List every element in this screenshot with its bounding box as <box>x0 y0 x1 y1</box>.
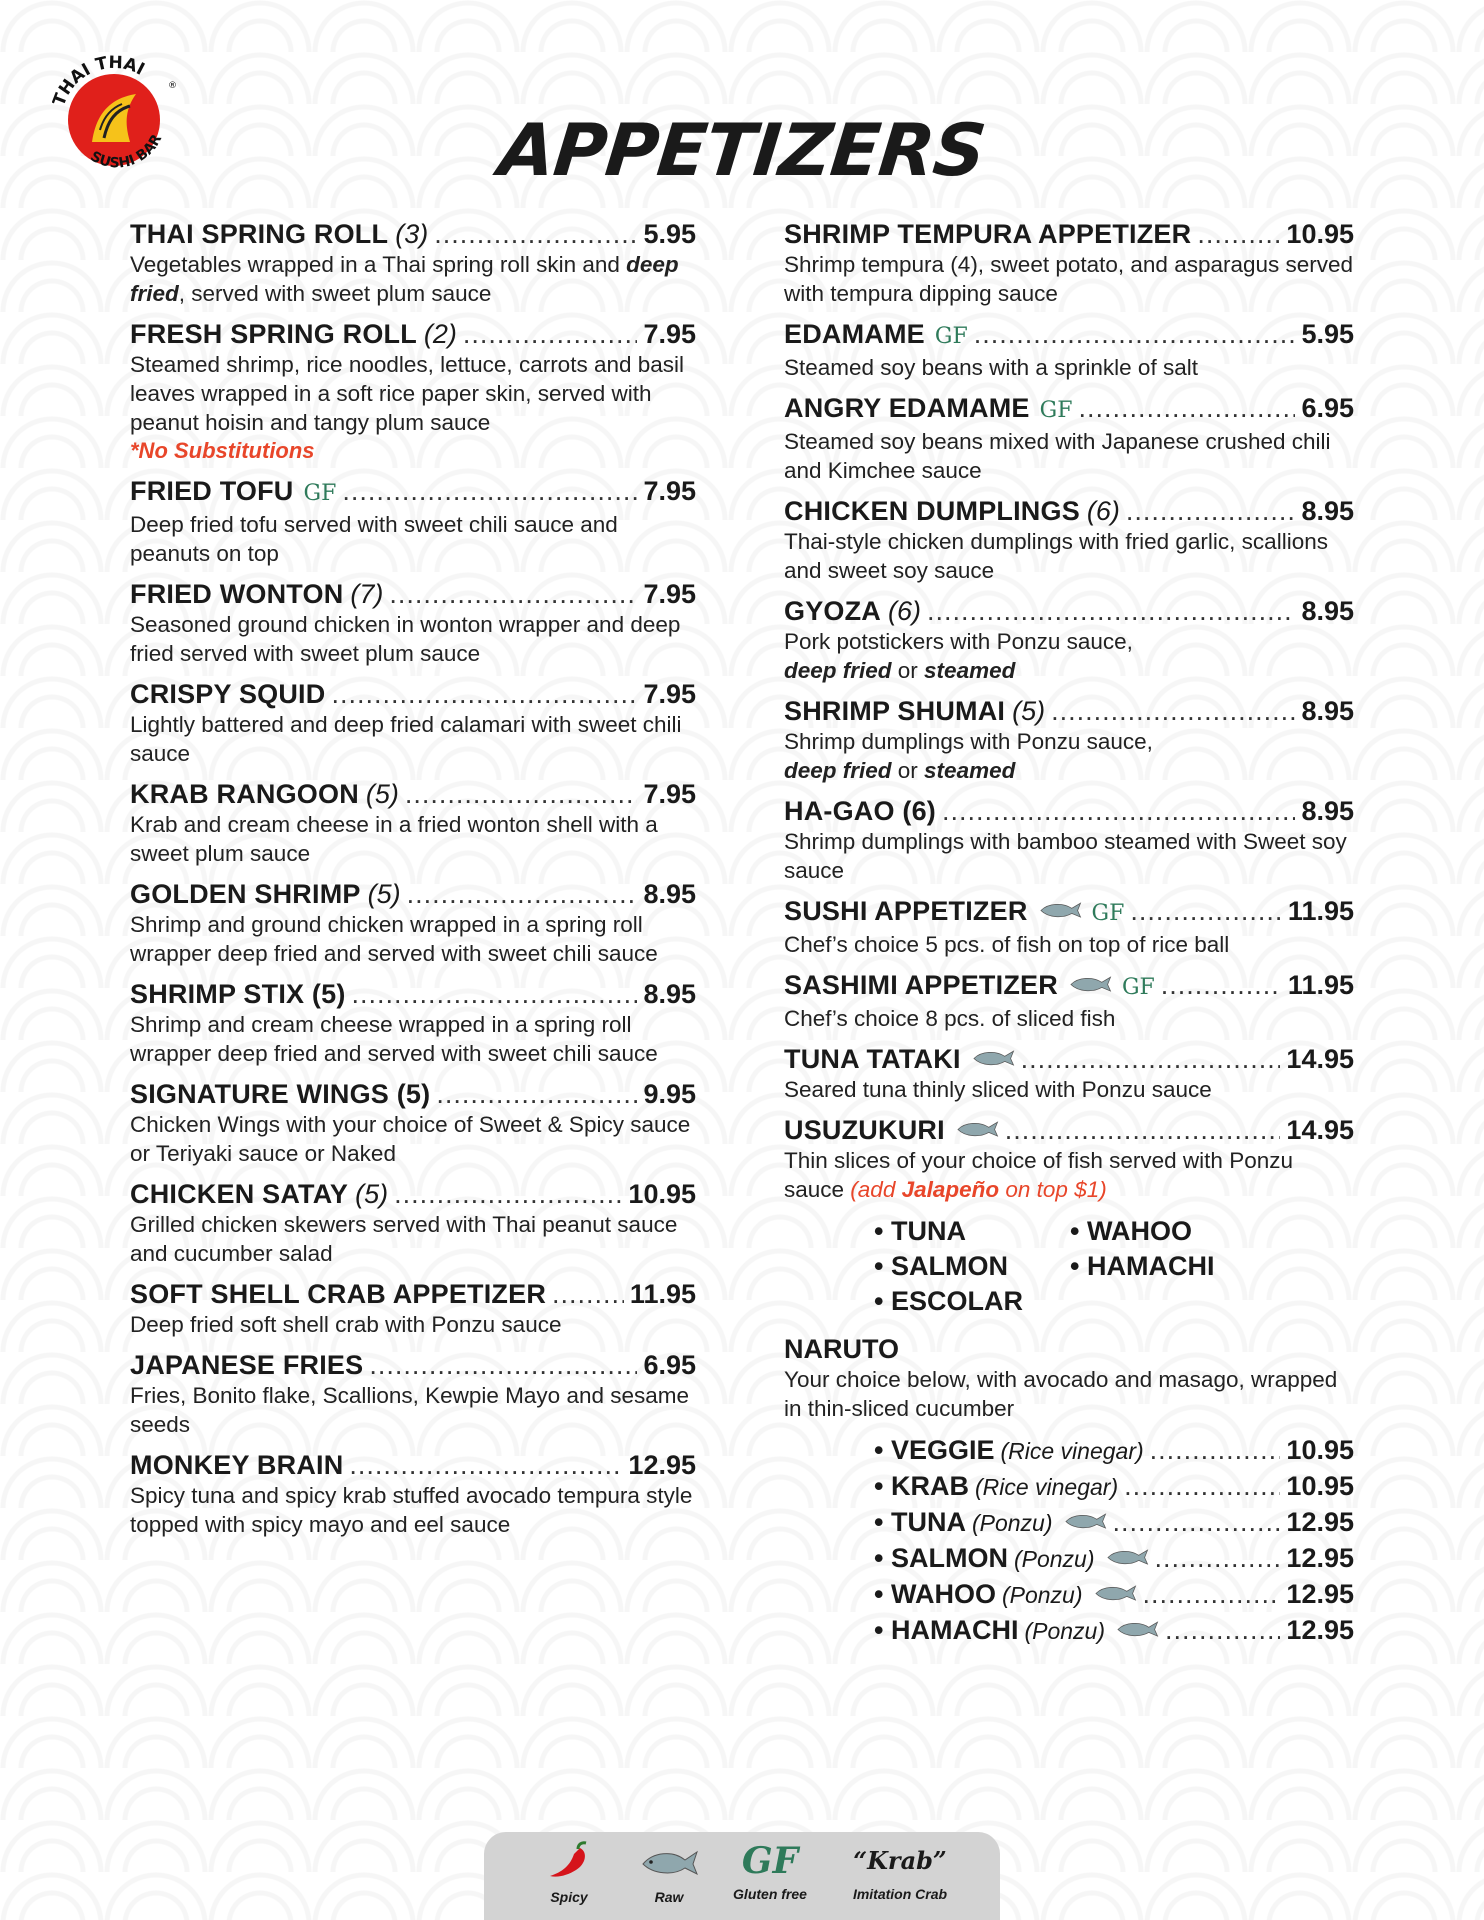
menu-item-name: CRISPY SQUID <box>130 679 326 709</box>
menu-item-price: 6.95 <box>643 1350 696 1380</box>
menu-item <box>130 1078 696 1168</box>
menu-item-price: 5.95 <box>643 219 696 249</box>
menu-item-name: SHRIMP TEMPURA APPETIZER <box>784 219 1192 249</box>
menu-item-header <box>130 1178 696 1210</box>
legend-krab-label: Imitation Crab <box>852 1886 948 1902</box>
fish-icon <box>639 1840 699 1882</box>
menu-item-price: 5.95 <box>1301 319 1354 349</box>
menu-item-description: Thai-style chicken dumplings with fried garlic, scallions and sweet soy sauce <box>784 529 1328 583</box>
menu-item-header <box>130 578 696 610</box>
emphasis: steamed <box>924 758 1016 783</box>
naruto-description: Your choice below, with avocado and masago, wrapped in thin-sliced cucumber <box>784 1367 1338 1421</box>
menu-item-name: THAI SPRING ROLL <box>130 219 389 249</box>
menu-item-quantity: (7) <box>350 579 384 609</box>
menu-item-header <box>130 1078 696 1110</box>
naruto-option-price: 10.95 <box>1286 1471 1354 1501</box>
naruto-option-price: 10.95 <box>1286 1435 1354 1465</box>
menu-item <box>784 895 1354 959</box>
menu-item-header <box>784 392 1354 427</box>
menu-item-name: SUSHI APPETIZER <box>784 896 1028 926</box>
menu-item-header <box>784 969 1354 1004</box>
dot-leader <box>1113 1505 1281 1540</box>
dot-leader <box>1130 895 1282 927</box>
menu-item <box>130 678 696 768</box>
menu-item <box>784 595 1354 685</box>
fish-icon <box>971 1046 1015 1068</box>
menu-item-description: Spicy tuna and spicy krab stuffed avocado tempura style topped with spicy mayo and eel sauce <box>130 1483 693 1537</box>
menu-item-price: 8.95 <box>1301 696 1354 726</box>
dot-leader <box>436 1078 637 1110</box>
fish-choice: • TUNA <box>874 1214 1070 1249</box>
logo-name: HAI THAI <box>55 52 148 99</box>
legend-krab <box>840 1840 960 1902</box>
menu-item-header <box>784 218 1354 250</box>
naruto-title: NARUTO <box>784 1334 900 1364</box>
menu-item-quantity: (6) <box>888 596 922 626</box>
fish-icon <box>1063 1509 1107 1531</box>
menu-item-description: Shrimp dumplings with Ponzu sauce, deep fried or steamed <box>784 729 1153 783</box>
menu-item-name: GOLDEN SHRIMP <box>130 879 361 909</box>
dot-leader <box>927 595 1295 627</box>
menu-item-description: Steamed soy beans with a sprinkle of salt <box>784 355 1198 380</box>
menu-item-price: 11.95 <box>629 1279 696 1309</box>
dot-leader <box>1078 392 1295 424</box>
menu-item-quantity: (2) <box>423 319 457 349</box>
menu-item-price: 8.95 <box>1301 796 1354 826</box>
dot-leader <box>552 1278 624 1310</box>
menu-item-price: 7.95 <box>643 679 696 709</box>
dot-leader <box>942 795 1295 827</box>
menu-item-header <box>130 1349 696 1381</box>
menu-item <box>130 318 696 465</box>
menu-item-header <box>130 218 696 250</box>
dot-leader <box>1197 218 1280 250</box>
menu-item-name: GYOZA <box>784 596 882 626</box>
fish-choice: • WAHOO <box>1070 1214 1270 1249</box>
naruto-option <box>874 1469 1354 1505</box>
fish-icon <box>1093 1581 1137 1603</box>
menu-item-header <box>130 778 696 810</box>
naruto-option-sauce: (Ponzu) <box>1001 1582 1083 1608</box>
menu-item-header <box>130 1278 696 1310</box>
menu-item-price: 12.95 <box>628 1450 696 1480</box>
naruto-option-sauce: (Rice vinegar) <box>974 1474 1119 1500</box>
legend-spicy-label: Spicy <box>550 1889 588 1905</box>
menu-item-name: EDAMAME <box>784 319 925 349</box>
emphasis: steamed <box>924 658 1016 683</box>
menu-item-header <box>130 878 696 910</box>
menu-item <box>784 795 1354 885</box>
menu-item-name: SHRIMP SHUMAI <box>784 696 1006 726</box>
menu-item-description: Seasoned ground chicken in wonton wrapper and deep fried served with sweet plum sauce <box>130 612 681 666</box>
dot-leader <box>407 878 638 910</box>
menu-item <box>784 318 1354 382</box>
dot-leader <box>1124 1469 1280 1504</box>
menu-item-price: 14.95 <box>1286 1044 1354 1074</box>
menu-item <box>784 969 1354 1033</box>
menu-item-price: 7.95 <box>643 579 696 609</box>
legend-spicy <box>534 1840 604 1905</box>
gluten-free-badge: GF <box>303 481 337 506</box>
menu-item-price: 7.95 <box>643 779 696 809</box>
dot-leader <box>349 1449 622 1481</box>
menu-item <box>784 495 1354 585</box>
naruto-option-price: 12.95 <box>1286 1579 1354 1609</box>
menu-item <box>784 392 1354 485</box>
menu-item-name: TUNA TATAKI <box>784 1044 961 1074</box>
naruto-option-price: 12.95 <box>1286 1615 1354 1645</box>
menu-item-description: Steamed soy beans mixed with Japanese crushed chili and Kimchee sauce <box>784 429 1331 483</box>
gluten-free-symbol: GF <box>741 1840 799 1882</box>
logo-registered: ® <box>168 81 177 91</box>
add-on-note <box>902 1177 1000 1202</box>
menu-item <box>784 1114 1354 1204</box>
menu-item-description: Pork potstickers with Ponzu sauce, deep fried or steamed <box>784 629 1133 683</box>
naruto-option-name: • TUNA <box>874 1505 966 1540</box>
dot-leader <box>352 978 638 1010</box>
menu-item-header <box>784 1114 1354 1146</box>
gluten-free-badge: GF <box>1039 398 1073 423</box>
dot-leader <box>342 475 637 507</box>
gluten-free-badge: GF <box>934 324 968 349</box>
menu-item-price: 14.95 <box>1286 1115 1354 1145</box>
menu-item-name: FRESH SPRING ROLL <box>130 319 417 349</box>
naruto-option-sauce: (Ponzu) <box>1013 1546 1095 1572</box>
menu-item-header <box>784 495 1354 527</box>
menu-item-price: 8.95 <box>643 879 696 909</box>
menu-item-name: KRAB RANGOON <box>130 779 359 809</box>
menu-item-description: Lightly battered and deep fried calamari with sweet chili sauce <box>130 712 682 766</box>
menu-item-header <box>130 978 696 1010</box>
naruto-option-name: • KRAB <box>874 1469 969 1504</box>
menu-item-price: 10.95 <box>628 1179 696 1209</box>
menu-item-header <box>784 318 1354 353</box>
menu-item-price: 7.95 <box>643 319 696 349</box>
menu-item-price: 11.95 <box>1287 896 1354 926</box>
menu-item-price: 8.95 <box>643 979 696 1009</box>
fish-choice: • ESCOLAR <box>874 1284 1070 1319</box>
menu-item <box>130 778 696 868</box>
menu-item-description: Grilled chicken skewers served with Thai peanut sauce and cucumber salad <box>130 1212 678 1266</box>
menu-item <box>130 1349 696 1439</box>
dot-leader <box>1021 1043 1281 1075</box>
menu-item-name: USUZUKURI <box>784 1115 945 1145</box>
menu-item-quantity: (5) <box>365 779 399 809</box>
usuzukuri-fish-choices <box>874 1214 1354 1319</box>
menu-item-header <box>130 678 696 710</box>
menu-item-price: 6.95 <box>1301 393 1354 423</box>
left-menu-column <box>130 218 696 1549</box>
menu-item <box>130 218 696 308</box>
dot-leader <box>1143 1577 1281 1612</box>
fish-icon <box>1105 1545 1149 1567</box>
menu-item-price: 8.95 <box>1301 496 1354 526</box>
menu-item <box>130 475 696 568</box>
menu-item <box>130 978 696 1068</box>
emphasis: deep fried <box>784 658 892 683</box>
menu-item-name: SOFT SHELL CRAB APPETIZER <box>130 1279 547 1309</box>
dot-leader <box>1165 1613 1280 1648</box>
chili-pepper-icon <box>544 1840 594 1882</box>
menu-item-quantity: (5) <box>355 1179 389 1209</box>
menu-item-header <box>130 1449 696 1481</box>
dot-leader <box>463 318 638 350</box>
menu-item-header <box>784 695 1354 727</box>
add-on-note: (add <box>850 1177 902 1202</box>
menu-item-description: Deep fried soft shell crab with Ponzu sauce <box>130 1312 562 1337</box>
legend-gluten-free <box>720 1840 820 1902</box>
menu-item-header <box>130 318 696 350</box>
menu-item <box>130 1278 696 1339</box>
dot-leader <box>1005 1114 1281 1146</box>
gluten-free-badge: GF <box>1091 901 1125 926</box>
menu-item-header <box>784 1043 1354 1075</box>
menu-item-name: JAPANESE FRIES <box>130 1350 364 1380</box>
emphasis: deep fried <box>784 758 892 783</box>
naruto-option-price: 12.95 <box>1286 1507 1354 1537</box>
no-substitutions-note: *No Substitutions <box>130 438 315 463</box>
naruto-option <box>874 1577 1354 1613</box>
menu-item-description: Thin slices of your choice of fish served with Ponzu sauce (add Jalapeño on top $1) <box>784 1148 1293 1202</box>
fish-icon <box>955 1117 999 1139</box>
menu-item-header <box>784 795 1354 827</box>
menu-item-description: Shrimp and cream cheese wrapped in a spring roll wrapper deep fried and served with sweet chili sauce <box>130 1012 658 1066</box>
menu-item-description: Krab and cream cheese in a fried wonton shell with a sweet plum sauce <box>130 812 658 866</box>
naruto-list <box>874 1433 1354 1649</box>
menu-item-price: 7.95 <box>643 476 696 506</box>
menu-item-quantity: (6) <box>1086 496 1120 526</box>
menu-item-description: Chef’s choice 8 pcs. of sliced fish <box>784 1006 1116 1031</box>
right-menu-column <box>784 218 1354 1649</box>
menu-item-header <box>784 895 1354 930</box>
menu-item-name: FRIED TOFU <box>130 476 294 506</box>
menu-item-quantity: (5) <box>1012 696 1046 726</box>
naruto-option-sauce: (Rice vinegar) <box>1000 1438 1144 1464</box>
menu-item-description: Deep fried tofu served with sweet chili sauce and peanuts on top <box>130 512 618 566</box>
naruto-option-name: • HAMACHI <box>874 1613 1018 1648</box>
menu-item-description: Steamed shrimp, rice noodles, lettuce, carrots and basil leaves wrapped in a soft rice paper skin, served with peanut hoisin and tangy plum sauce <box>130 352 685 435</box>
menu-item-name: MONKEY BRAIN <box>130 1450 344 1480</box>
dot-leader <box>1155 1541 1281 1576</box>
naruto-option-name: • WAHOO <box>874 1577 996 1612</box>
menu-item-description: Vegetables wrapped in a Thai spring roll skin and deep fried, served with sweet plum sauce <box>130 252 679 306</box>
menu-item-description: Shrimp tempura (4), sweet potato, and asparagus served with tempura dipping sauce <box>784 252 1354 306</box>
menu-item-quantity: (5) <box>367 879 401 909</box>
dot-leader <box>974 318 1296 350</box>
dot-leader <box>1150 1433 1281 1468</box>
naruto-option <box>874 1613 1354 1649</box>
menu-item-quantity: (3) <box>395 219 429 249</box>
menu-item-name: SIGNATURE WINGS (5) <box>130 1079 431 1109</box>
naruto-option-sauce: (Ponzu) <box>971 1510 1053 1536</box>
legend-raw <box>634 1840 704 1905</box>
naruto-option-price: 12.95 <box>1286 1543 1354 1573</box>
fish-choice: • SALMON <box>874 1249 1070 1284</box>
menu-item-name: CHICKEN DUMPLINGS <box>784 496 1080 526</box>
dot-leader <box>331 678 637 710</box>
legend-gf-label: Gluten free <box>733 1886 807 1902</box>
menu-item-name: CHICKEN SATAY <box>130 1179 349 1209</box>
emphasis: deep fried <box>130 252 679 306</box>
naruto-option <box>874 1541 1354 1577</box>
menu-item-description: Chef’s choice 5 pcs. of fish on top of rice ball <box>784 932 1230 957</box>
menu-item-name: HA-GAO (6) <box>784 796 936 826</box>
menu-item-price: 11.95 <box>1287 970 1354 1000</box>
naruto-option <box>874 1433 1354 1469</box>
legend-raw-label: Raw <box>654 1889 684 1905</box>
krab-symbol: “Krab” <box>853 1846 947 1875</box>
menu-item-description: Seared tuna thinly sliced with Ponzu sauce <box>784 1077 1212 1102</box>
menu-item-name: ANGRY EDAMAME <box>784 393 1030 423</box>
menu-item <box>784 695 1354 785</box>
menu-item <box>130 1178 696 1268</box>
gluten-free-badge: GF <box>1121 975 1155 1000</box>
menu-item-description: Fries, Bonito flake, Scallions, Kewpie Mayo and sesame seeds <box>130 1383 690 1437</box>
naruto-option <box>874 1505 1354 1541</box>
menu-item-header <box>130 475 696 510</box>
dot-leader <box>394 1178 622 1210</box>
menu-item-description: Shrimp dumplings with bamboo steamed with Sweet soy sauce <box>784 829 1347 883</box>
menu-item <box>130 1449 696 1539</box>
fish-icon <box>1068 972 1112 994</box>
menu-item-price: 9.95 <box>643 1079 696 1109</box>
menu-item-header <box>784 595 1354 627</box>
menu-item-price: 10.95 <box>1286 219 1354 249</box>
menu-item-description: Shrimp and ground chicken wrapped in a spring roll wrapper deep fried and served with sweet chili sauce <box>130 912 658 966</box>
dot-leader <box>405 778 638 810</box>
naruto-option-sauce: (Ponzu) <box>1024 1618 1106 1644</box>
menu-item-price: 8.95 <box>1301 596 1354 626</box>
dot-leader <box>434 218 637 250</box>
menu-item-name: SHRIMP STIX (5) <box>130 979 346 1009</box>
menu-item-description: Chicken Wings with your choice of Sweet & Spicy sauce or Teriyaki sauce or Naked <box>130 1112 691 1166</box>
menu-item-name: SASHIMI APPETIZER <box>784 970 1058 1000</box>
page-title: APPETIZERS <box>495 108 989 192</box>
naruto-option-name: • VEGGIE <box>874 1433 995 1468</box>
logo-subname: SUSHI BAR <box>87 131 166 172</box>
dot-leader <box>1126 495 1296 527</box>
fish-icon <box>1038 898 1082 920</box>
fish-icon <box>1115 1617 1159 1639</box>
dot-leader <box>369 1349 637 1381</box>
dot-leader <box>389 578 637 610</box>
fish-choice: • HAMACHI <box>1070 1249 1270 1284</box>
menu-item <box>130 878 696 968</box>
emphasis: Jalapeño <box>901 1177 1000 1202</box>
menu-item <box>784 218 1354 308</box>
legend-bar <box>484 1832 1000 1920</box>
add-on-note: on top $1) <box>999 1177 1107 1202</box>
menu-item-name: FRIED WONTON <box>130 579 344 609</box>
menu-item <box>130 578 696 668</box>
naruto-option-name: • SALMON <box>874 1541 1008 1576</box>
menu-item <box>784 1043 1354 1104</box>
dot-leader <box>1051 695 1295 727</box>
dot-leader <box>1161 969 1282 1001</box>
